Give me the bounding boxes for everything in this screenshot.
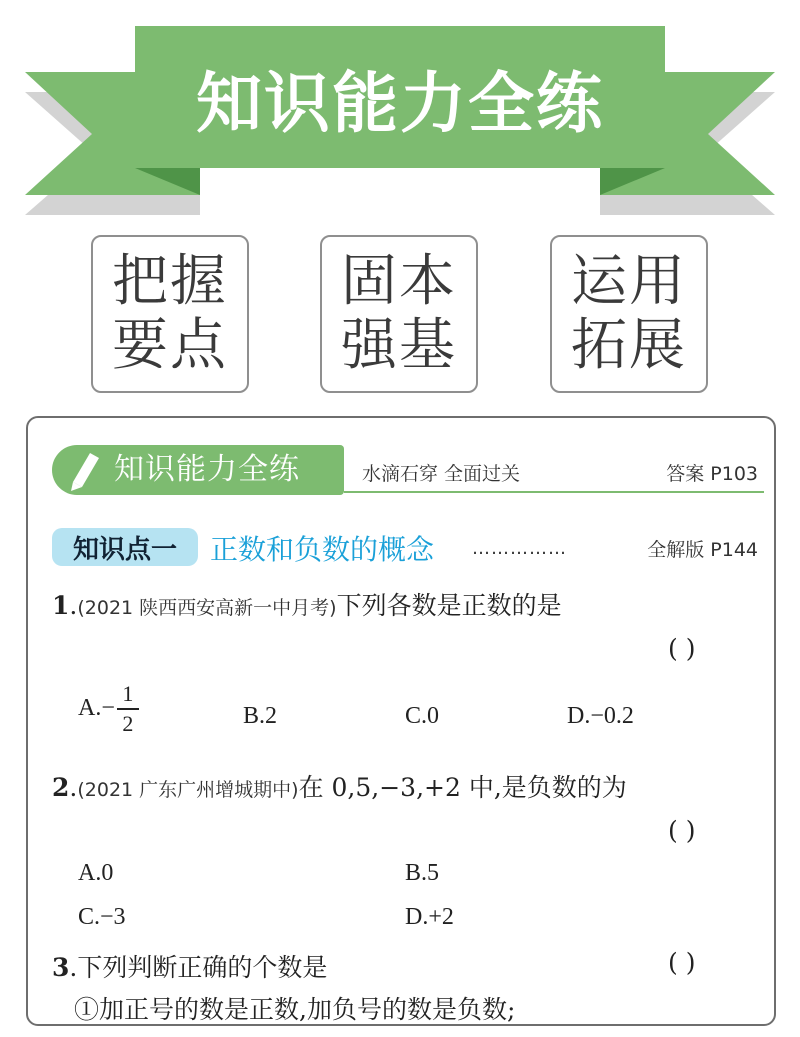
knowledge-point-header [52,526,764,570]
question-text: 下列各数是正数的是 [336,591,562,620]
knowledge-point-label: 知识点一 [52,528,198,566]
solution-page-ref: 全解版 P144 [647,538,758,561]
section-subtitle: 水滴石穿 全面过关 [362,463,521,485]
leader-dots: …………… [472,537,567,559]
section-underline [344,491,764,493]
tile-text-line2: 拓展 [571,313,687,378]
banner-title: 知识能力全练 [196,64,604,142]
option-a-prefix: A.− [78,695,115,722]
tile-text-line1: 把握 [112,249,228,314]
tile-grasp-key-points [91,235,249,393]
question-1-stem: 1.(2021 陕西西安高新一中月考)下列各数是正数的是 [52,591,562,620]
option-c[interactable]: C.−3 [78,904,126,930]
option-a[interactable]: A.0 [78,860,114,886]
fraction [117,680,139,738]
option-d[interactable]: D.+2 [405,904,454,930]
section-header [52,441,764,497]
question-number: 2 [52,773,70,802]
question-number: 3 [52,953,70,982]
question-3-stem: 3.下列判断正确的个数是 [52,953,328,982]
question-number: 1 [52,591,70,620]
tile-text-line1: 运用 [571,249,687,314]
tile-apply-expand [550,235,708,393]
question-text: 在 0,5,−3,+2 中,是负数的为 [298,773,627,802]
statement-1: ①加正号的数是正数,加负号的数是负数; [74,995,516,1024]
pencil-icon [66,451,106,491]
answer-blank[interactable]: ( ) [668,816,696,845]
fraction-numerator: 1 [122,681,134,706]
option-b[interactable]: B.2 [243,703,278,729]
answer-page-ref: 答案 P103 [666,463,758,485]
option-c[interactable]: C.0 [405,703,440,729]
option-a[interactable] [78,680,139,738]
answer-blank[interactable]: ( ) [668,948,696,977]
answer-blank[interactable]: ( ) [668,634,696,663]
question-text: 下列判断正确的个数是 [77,953,328,982]
tile-text-line1: 固本 [341,249,457,314]
tile-text-line2: 要点 [112,313,228,378]
tile-text-line2: 强基 [341,313,457,378]
question-2-stem: 2.(2021 广东广州增城期中)在 0,5,−3,+2 中,是负数的为 [52,773,627,802]
tile-consolidate-basics [320,235,478,393]
question-source: (2021 陕西西安高新一中月考) [77,597,337,619]
fraction-denominator: 2 [122,710,134,736]
section-title: 知识能力全练 [114,452,300,487]
option-b[interactable]: B.5 [405,860,440,886]
option-d[interactable]: D.−0.2 [567,703,634,729]
knowledge-point-title: 正数和负数的概念 [210,533,435,566]
question-source: (2021 广东广州增城期中) [77,779,299,801]
